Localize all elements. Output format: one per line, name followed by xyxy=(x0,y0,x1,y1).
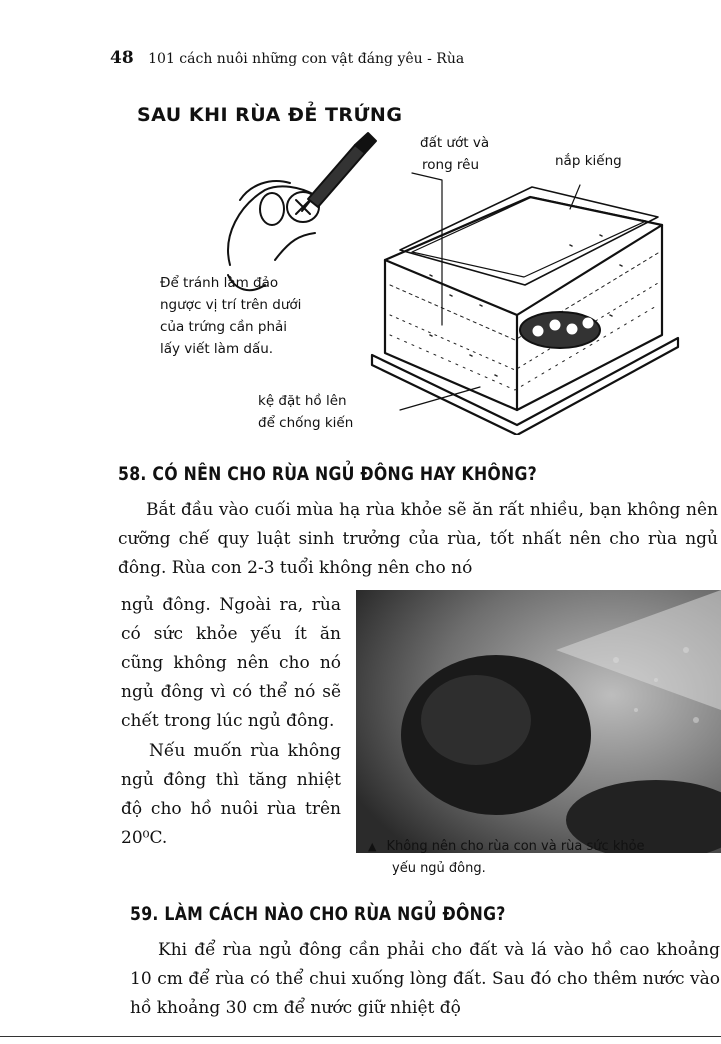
section-59-heading: 59. LÀM CÁCH NÀO CHO RÙA NGỦ ĐÔNG? xyxy=(130,903,506,925)
turtle-photo xyxy=(356,590,721,853)
running-title: 101 cách nuôi những con vật đáng yêu - Rùa xyxy=(148,51,465,67)
eggs-in-tank xyxy=(520,312,600,348)
caption-line-1 xyxy=(368,836,721,858)
soil-label xyxy=(420,132,489,176)
marking-note xyxy=(160,272,301,360)
section-58-intro xyxy=(118,496,718,583)
glass-tank xyxy=(372,187,678,435)
caption-triangle-icon: ▲ xyxy=(368,840,377,853)
shelf-label-line: để chống kiến xyxy=(258,415,354,431)
section-58-column xyxy=(121,591,341,853)
page-bottom-rule xyxy=(0,1036,721,1037)
section-59-paragraph: Khi để rùa ngủ đông cần phải cho đất và lá vào hồ cao khoảng 10 cm để rùa có thể chui xuống lòng đất. Sau đó cho thêm nước vào hồ khoảng 30 cm để nước giữ nhiệt độ xyxy=(130,940,720,1018)
soil-label-line: rong rêu xyxy=(422,157,480,173)
section-59-text xyxy=(130,936,720,1023)
turtle-photo-image xyxy=(356,590,721,853)
egg-shape xyxy=(260,193,284,225)
marking-note-line: Để tránh làm đảo xyxy=(160,275,279,291)
marking-note-line: của trứng cần phải xyxy=(160,319,288,335)
figure-title: SAU KHI RÙA ĐẺ TRỨNG xyxy=(137,104,403,126)
lid-label: nắp kiếng xyxy=(555,153,622,169)
section-58-para-2: Nếu muốn rùa không ngủ đông thì tăng nhiệt độ cho hồ nuôi rùa trên 20⁰C. xyxy=(121,741,341,848)
page-number: 48 xyxy=(110,48,134,68)
soil-label-line: đất ướt và xyxy=(420,135,490,151)
photo-caption xyxy=(368,836,721,880)
marking-note-line: lấy viết làm dấu. xyxy=(160,341,274,357)
shelf-label xyxy=(258,390,353,434)
marking-note-line: ngược vị trí trên dưới xyxy=(160,297,302,313)
shelf-label-line: kệ đặt hồ lên xyxy=(258,393,347,409)
section-58-intro-text: Bắt đầu vào cuối mùa hạ rùa khỏe sẽ ăn rất nhiều, bạn không nên cưỡng chế quy luật sinh trưởng của rùa, tốt nhất nên cho rùa ngủ đông. Rùa con 2-3 tuổi không nên cho nó xyxy=(118,500,718,578)
caption-text-1: Không nên cho rùa con và rùa sức khỏe xyxy=(386,839,645,854)
running-header xyxy=(110,48,464,68)
caption-line-2: yếu ngủ đông. xyxy=(392,861,486,876)
section-58-para-1: ngủ đông. Ngoài ra, rùa có sức khỏe yếu ít ăn cũng không nên cho nó ngủ đông vì có thể nó sẽ chết trong lúc ngủ đông. xyxy=(121,595,341,731)
section-58-heading: 58. CÓ NÊN CHO RÙA NGỦ ĐÔNG HAY KHÔNG? xyxy=(118,463,538,485)
